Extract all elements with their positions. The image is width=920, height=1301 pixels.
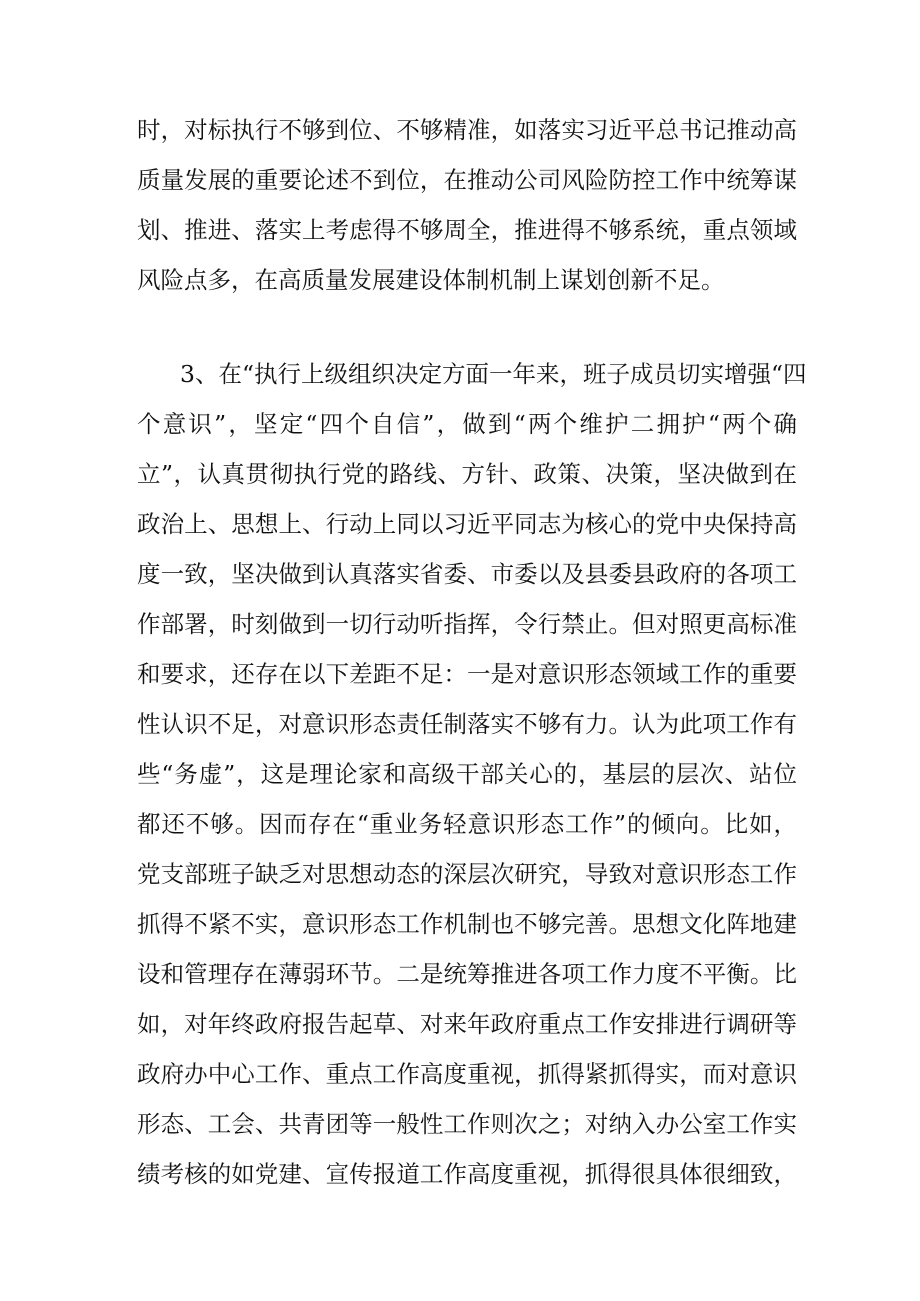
text-line: 和要求，还存在以下差距不足：一是对意识形态领域工作的重要: [137, 660, 797, 688]
text-line: 绩考核的如党建、宣传报道工作高度重视，抓得很具体很细致，: [137, 1160, 797, 1188]
text-line: 风险点多，在高质量发展建设体制机制上谋划创新不足。: [137, 266, 725, 294]
text-line: 都还不够。因而存在“重业务轻意识形态工作”的倾向。比如，: [137, 810, 797, 838]
text-line: 抓得不紧不实，意识形态工作机制也不够完善。思想文化阵地建: [137, 910, 797, 938]
text-line: 质量发展的重要论述不到位，在推动公司风险防控工作中统筹谋: [137, 166, 797, 194]
text-line: 政治上、思想上、行动上同以习近平同志为核心的党中央保持高: [137, 510, 797, 538]
text-line: 如，对年终政府报告起草、对来年政府重点工作安排进行调研等: [137, 1010, 797, 1038]
text-line: 时，对标执行不够到位、不够精准，如落实习近平总书记推动高: [137, 116, 797, 144]
text-line: 设和管理存在薄弱环节。二是统筹推进各项工作力度不平衡。比: [137, 960, 797, 988]
text-line: 些“务虚”，这是理论家和高级干部关心的，基层的层次、站位: [137, 760, 797, 788]
text-line: 个意识”，坚定“四个自信”，做到“两个维护二拥护“两个确: [137, 410, 797, 438]
text-line: 划、推进、落实上考虑得不够周全，推进得不够系统，重点领域: [137, 216, 797, 244]
text-line: 性认识不足，对意识形态责任制落实不够有力。认为此项工作有: [137, 710, 797, 738]
text-line: 作部署，时刻做到一切行动听指挥，令行禁止。但对照更高标准: [137, 610, 797, 638]
text-line: 政府办中心工作、重点工作高度重视，抓得紧抓得实，而对意识: [137, 1060, 797, 1088]
text-line: 党支部班子缺乏对思想动态的深层次研究，导致对意识形态工作: [137, 860, 797, 888]
text-line: 度一致，坚决做到认真落实省委、市委以及县委县政府的各项工: [137, 560, 797, 588]
text-line: 立”，认真贯彻执行党的路线、方针、政策、决策，坚决做到在: [137, 460, 797, 488]
text-line: 形态、工会、共青团等一般性工作则次之；对纳入办公室工作实: [137, 1110, 797, 1138]
text-line: 3、在“执行上级组织决定方面一年来，班子成员切实增强“四: [180, 360, 807, 388]
